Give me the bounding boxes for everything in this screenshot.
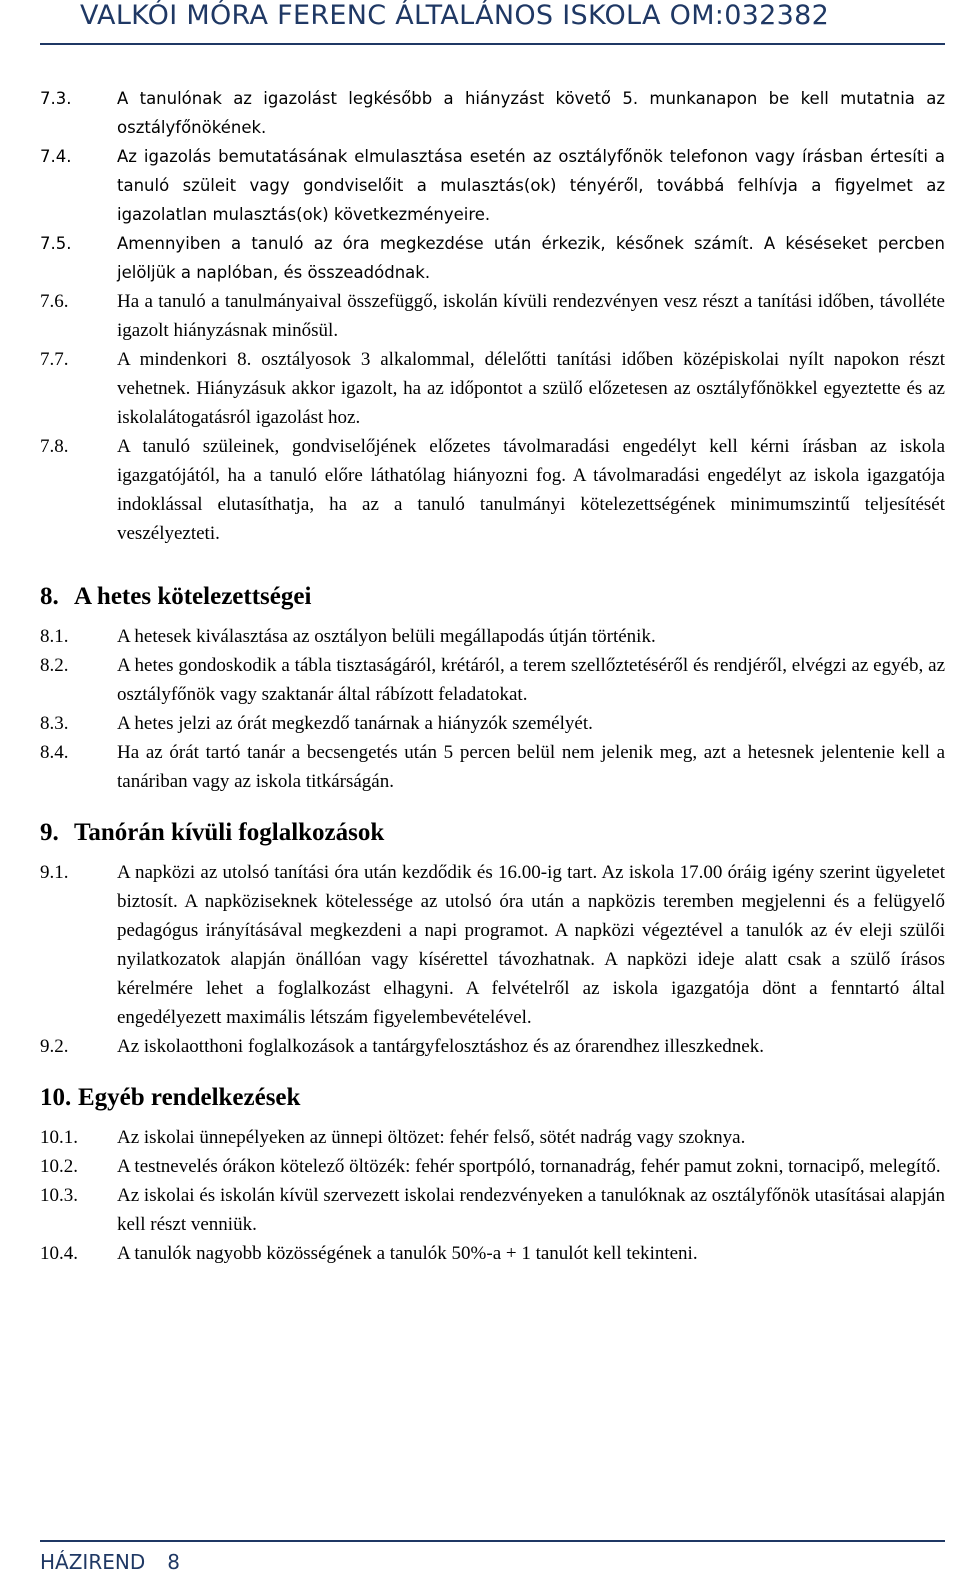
item-text: A hetes gondoskodik a tábla tisztaságáról, krétáról, a terem szellőztetéséről és rendjéről, elvégzi az egyéb, az osztályfőnök vagy szaktanár által rábízott feladatokat. bbox=[117, 655, 945, 705]
item-number: 7.4. bbox=[40, 147, 72, 166]
footer-divider bbox=[40, 1540, 945, 1542]
section-heading-8 bbox=[40, 582, 945, 612]
item-number: 8.3. bbox=[40, 713, 69, 734]
section-number: 9. bbox=[40, 819, 59, 846]
item-number: 7.7. bbox=[40, 349, 69, 370]
item-number: 10.3. bbox=[40, 1185, 78, 1206]
item-number: 8.4. bbox=[40, 742, 69, 763]
item-number: 9.1. bbox=[40, 862, 69, 883]
section-number: 10. bbox=[40, 1084, 72, 1111]
item-number: 7.3. bbox=[40, 89, 72, 108]
list-item-10-2 bbox=[40, 1152, 945, 1181]
item-number: 10.1. bbox=[40, 1127, 78, 1148]
list-item-9-1 bbox=[40, 858, 945, 1032]
item-number: 8.1. bbox=[40, 626, 69, 647]
item-text: A hetes jelzi az órát megkezdő tanárnak a hiányzók személyét. bbox=[117, 713, 593, 734]
item-text: Az igazolás bemutatásának elmulasztása esetén az osztályfőnök telefonon vagy írásban értesíti a tanuló szüleit vagy gondviselőit a mulasztás(ok) tényéről, továbbá felhívja a figyelmet az igazolatlan mulasztás(ok) következményeire. bbox=[117, 147, 945, 224]
section-number: 8. bbox=[40, 583, 59, 610]
item-number: 8.2. bbox=[40, 655, 69, 676]
list-item-8-3 bbox=[40, 709, 945, 738]
item-text: Az iskolaotthoni foglalkozások a tantárgyfelosztáshoz és az órarendhez illeszkednek. bbox=[117, 1036, 764, 1057]
list-item-7-5 bbox=[40, 229, 945, 287]
list-item-7-7 bbox=[40, 345, 945, 432]
section-heading-9 bbox=[40, 818, 945, 848]
item-text: A hetesek kiválasztása az osztályon belüli megállapodás útján történik. bbox=[117, 626, 656, 647]
document-body bbox=[40, 84, 945, 1268]
footer-text bbox=[40, 1550, 180, 1574]
item-text: A testnevelés órákon kötelező öltözék: fehér sportpóló, tornanadrág, fehér pamut zokni, tornacipő, melegítő. bbox=[117, 1156, 941, 1177]
item-text: A tanulónak az igazolást legkésőbb a hiányzást követő 5. munkanapon be kell mutatnia az osztályfőnökének. bbox=[117, 89, 945, 137]
list-item-10-4 bbox=[40, 1239, 945, 1268]
item-text: Az iskolai ünnepélyeken az ünnepi öltözet: fehér felső, sötét nadrág vagy szoknya. bbox=[117, 1127, 746, 1148]
item-number: 7.5. bbox=[40, 234, 72, 253]
item-text: A napközi az utolsó tanítási óra után kezdődik és 16.00-ig tart. Az iskola 17.00 óráig igény szerint ügyeletet biztosít. A napköziseknek kötelessége az utolsó óra után a napközis teremben megjelenni és a felügyelő pedagógus irányításával megkezdeni a napi programot. A napközi végeztével a tanulók az év eleji szülői nyilatkozatok alapján önállóan vagy kísérettel távozhatnak. A napközi ideje alatt csak a szülő írásos kérelmére lehet a foglalkozást elhagyni. A felvételről az iskola igazgatója dönt a fenntartó által engedélyezett maximális létszám figyelembevételével. bbox=[117, 862, 945, 1028]
item-number: 10.4. bbox=[40, 1243, 78, 1264]
item-text: Ha a tanuló a tanulmányaival összefüggő, iskolán kívüli rendezvényen vesz részt a tanítási időben, távolléte igazolt hiányzásnak minősül. bbox=[117, 291, 945, 341]
section-title: A hetes kötelezettségei bbox=[74, 583, 312, 610]
page-number: 8 bbox=[167, 1550, 180, 1574]
list-item-7-4 bbox=[40, 142, 945, 229]
list-item-9-2 bbox=[40, 1032, 945, 1061]
section-title: Tanórán kívüli foglalkozások bbox=[74, 819, 385, 846]
list-item-7-8 bbox=[40, 432, 945, 548]
list-item-10-1 bbox=[40, 1123, 945, 1152]
section-title: Egyéb rendelkezések bbox=[78, 1084, 301, 1111]
list-item-8-4 bbox=[40, 738, 945, 796]
page-footer bbox=[0, 1520, 960, 1584]
page-header bbox=[0, 0, 960, 48]
item-text: Ha az órát tartó tanár a becsengetés után 5 percen belül nem jelenik meg, azt a hetesnek jelentenie kell a tanáriban vagy az iskola titkárságán. bbox=[117, 742, 945, 792]
item-text: A mindenkori 8. osztályosok 3 alkalommal, délelőtti tanítási időben középiskolai nyílt napokon részt vehetnek. Hiányzásuk akkor igazolt, ha az időpontot a szülő előzetesen az osztályfőnökkel egyeztette és az iskolalátogatásról igazolást hoz. bbox=[117, 349, 945, 428]
header-divider bbox=[40, 43, 945, 45]
list-item-8-1 bbox=[40, 622, 945, 651]
item-number: 7.6. bbox=[40, 291, 69, 312]
item-number: 10.2. bbox=[40, 1156, 78, 1177]
list-item-7-6 bbox=[40, 287, 945, 345]
list-item-7-3 bbox=[40, 84, 945, 142]
item-text: Amennyiben a tanuló az óra megkezdése után érkezik, későnek számít. A késéseket percben jelöljük a naplóban, és összeadódnak. bbox=[117, 234, 945, 282]
footer-document-label: HÁZIREND bbox=[40, 1550, 146, 1574]
item-text: A tanulók nagyobb közösségének a tanulók 50%-a + 1 tanulót kell tekinteni. bbox=[117, 1243, 698, 1264]
list-item-8-2 bbox=[40, 651, 945, 709]
list-item-10-3 bbox=[40, 1181, 945, 1239]
section-heading-10 bbox=[40, 1083, 945, 1113]
item-text: A tanuló szüleinek, gondviselőjének előzetes távolmaradási engedélyt kell kérni írásban az iskola igazgatójától, ha a tanuló előre láthatólag hiányozni fog. A távolmaradási engedélyt az iskola igazgatója indoklással elutasíthatja, ha az a tanuló tanulmányi kötelezettségének minimumszintű teljesítését veszélyezteti. bbox=[117, 436, 945, 544]
item-number: 9.2. bbox=[40, 1036, 69, 1057]
item-text: Az iskolai és iskolán kívül szervezett iskolai rendezvényeken a tanulóknak az osztályfőnök utasításai alapján kell részt venniük. bbox=[117, 1185, 945, 1235]
document-header-title: VALKÓI MÓRA FERENC ÁLTALÁNOS ISKOLA OM:032382 bbox=[80, 0, 830, 31]
item-number: 7.8. bbox=[40, 436, 69, 457]
